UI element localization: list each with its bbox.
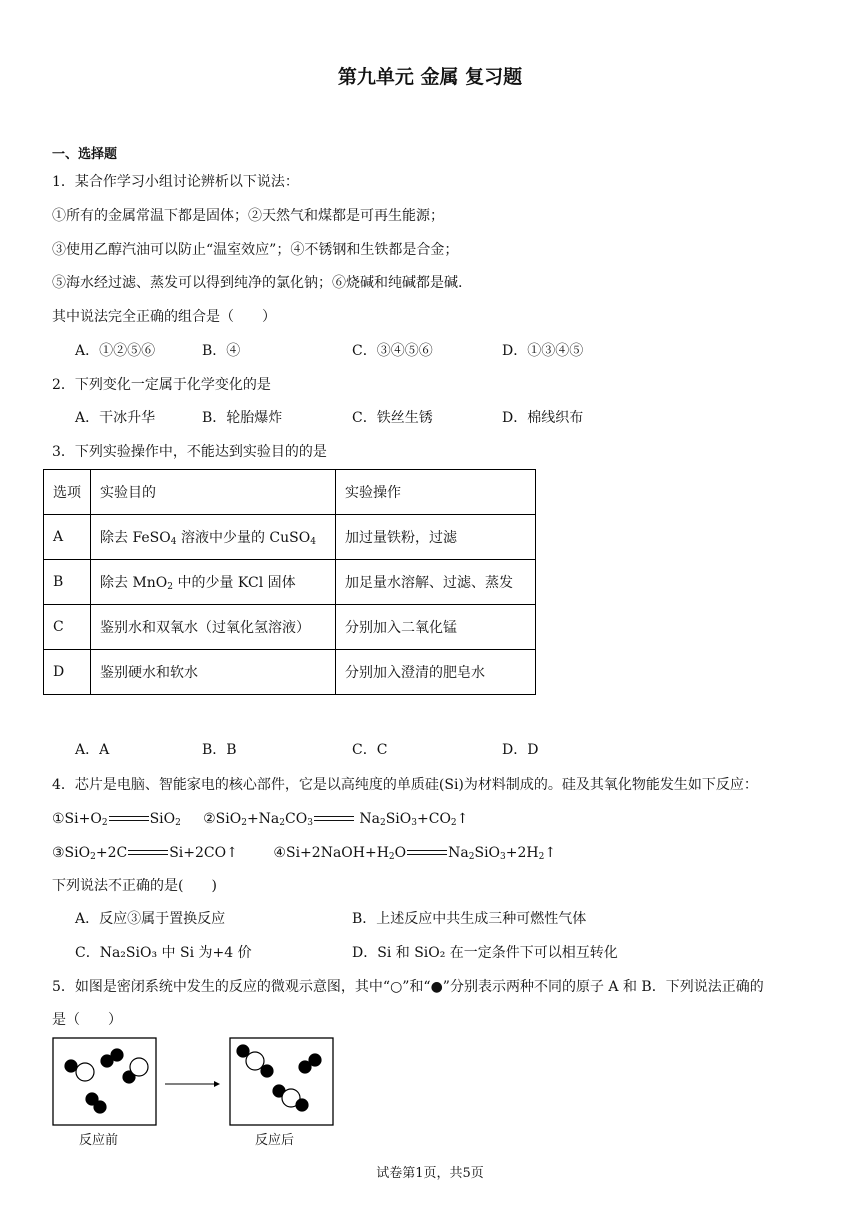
q4-stem: 4．芯片是电脑、智能家电的核心部件，它是以高纯度的单质硅(Si)为材料制成的。硅及其氧化物能发生如下反应： — [52, 777, 758, 793]
table-row — [44, 605, 536, 650]
q1-stem: 1．某合作学习小组讨论辨析以下说法： — [52, 174, 299, 190]
section-heading: 一、选择题 — [52, 147, 118, 162]
before-box — [53, 1038, 156, 1125]
q4-ask: 下列说法不正确的是( ) — [52, 878, 217, 894]
q1-statement-line: ③使用乙醇汽油可以防止“温室效应”；④不锈钢和生铁都是合金； — [52, 242, 459, 258]
table-cell-operation: 加过量铁粉，过滤 — [336, 515, 536, 560]
table-row — [44, 650, 536, 695]
q1-statement-line: ①所有的金属常温下都是固体；②天然气和煤都是可再生能源； — [52, 208, 444, 224]
q5-stem: 5．如图是密闭系统中发生的反应的微观示意图，其中“○”和“●”分别表示两种不同的原子 A 和 B．下列说法正确的 — [52, 979, 764, 995]
q3-option-c[interactable]: C．C — [352, 742, 388, 758]
table-cell-operation: 分别加入二氧化锰 — [336, 605, 536, 650]
q4-reaction-line: ③SiO$_2$+2C Si+2CO↑ $④Si+2NaOH+H_2O$ $Na_2SiO_3+2H_2↑$ — [52, 845, 557, 862]
before-molecules — [65, 1049, 148, 1113]
q4-option-c[interactable]: C．Na₂SiO₃ 中 Si 为+4 价 — [75, 945, 252, 961]
q1-option-c[interactable]: C．③④⑤⑥ — [352, 343, 433, 359]
table-header-cell: 实验操作 — [336, 470, 536, 515]
q2-option-b[interactable]: B．轮胎爆炸 — [202, 410, 283, 426]
q1-ask: 其中说法完全正确的组合是（ ） — [52, 309, 276, 325]
q4-option-a[interactable]: A．反应③属于置换反应 — [75, 911, 226, 927]
q3-table — [43, 469, 536, 695]
table-cell-purpose: 除去 FeSO$_4$ 溶液中少量的 CuSO$_4$ — [91, 515, 336, 560]
q5-stem-continued: 是（ ） — [52, 1012, 122, 1028]
q2-option-a[interactable]: A．干冰升华 — [75, 410, 156, 426]
table-header-cell: 选项 — [44, 470, 91, 515]
page-title: 第九单元 金属 复习题 — [337, 66, 523, 88]
q3-option-b[interactable]: B．B — [202, 742, 237, 758]
page-footer: 试卷第1页，共5页 — [376, 1166, 484, 1181]
q4-option-d[interactable]: D．Si 和 SiO₂ 在一定条件下可以相互转化 — [352, 945, 618, 961]
q2-stem: 2．下列变化一定属于化学变化的是 — [52, 377, 271, 393]
q4-reaction-line: $①Si+O_2$ SiO$_2$ $②SiO_2+Na_2CO_3$ $Na_2SiO_3+CO_2↑$ — [52, 811, 469, 828]
after-molecules — [237, 1045, 321, 1111]
q3-stem: 3．下列实验操作中，不能达到实验目的的是 — [52, 444, 327, 460]
q1-option-a[interactable]: A．①②⑤⑥ — [75, 343, 156, 359]
table-cell-option: C — [44, 605, 91, 650]
after-label: 反应后 — [255, 1133, 295, 1148]
table-cell-option: D — [44, 650, 91, 695]
table-header-cell: 实验目的 — [91, 470, 336, 515]
table-cell-operation: 加足量水溶解、过滤、蒸发 — [336, 560, 536, 605]
table-header-row — [44, 470, 536, 515]
q1-option-d[interactable]: D．①③④⑤ — [502, 343, 584, 359]
q3-option-a[interactable]: A．A — [75, 742, 110, 758]
q4-option-b[interactable]: B．上述反应中共生成三种可燃性气体 — [352, 911, 587, 927]
q3-option-d[interactable]: D．D — [502, 742, 539, 758]
table-cell-option: A — [44, 515, 91, 560]
table-row — [44, 560, 536, 605]
q2-option-d[interactable]: D．棉线织布 — [502, 410, 584, 426]
arrow-head — [214, 1081, 220, 1087]
q1-statement-line: ⑤海水经过滤、蒸发可以得到纯净的氯化钠；⑥烧碱和纯碱都是碱. — [52, 275, 463, 291]
table-cell-purpose: 鉴别水和双氧水（过氧化氢溶液） — [91, 605, 336, 650]
table-row — [44, 515, 536, 560]
q2-option-c[interactable]: C．铁丝生锈 — [352, 410, 433, 426]
before-label: 反应前 — [79, 1133, 119, 1148]
table-cell-purpose: 除去 MnO$_2$ 中的少量 KCl 固体 — [91, 560, 336, 605]
table-cell-operation: 分别加入澄清的肥皂水 — [336, 650, 536, 695]
table-cell-option: B — [44, 560, 91, 605]
q1-option-b[interactable]: B．④ — [202, 343, 241, 359]
table-cell-purpose: 鉴别硬水和软水 — [91, 650, 336, 695]
